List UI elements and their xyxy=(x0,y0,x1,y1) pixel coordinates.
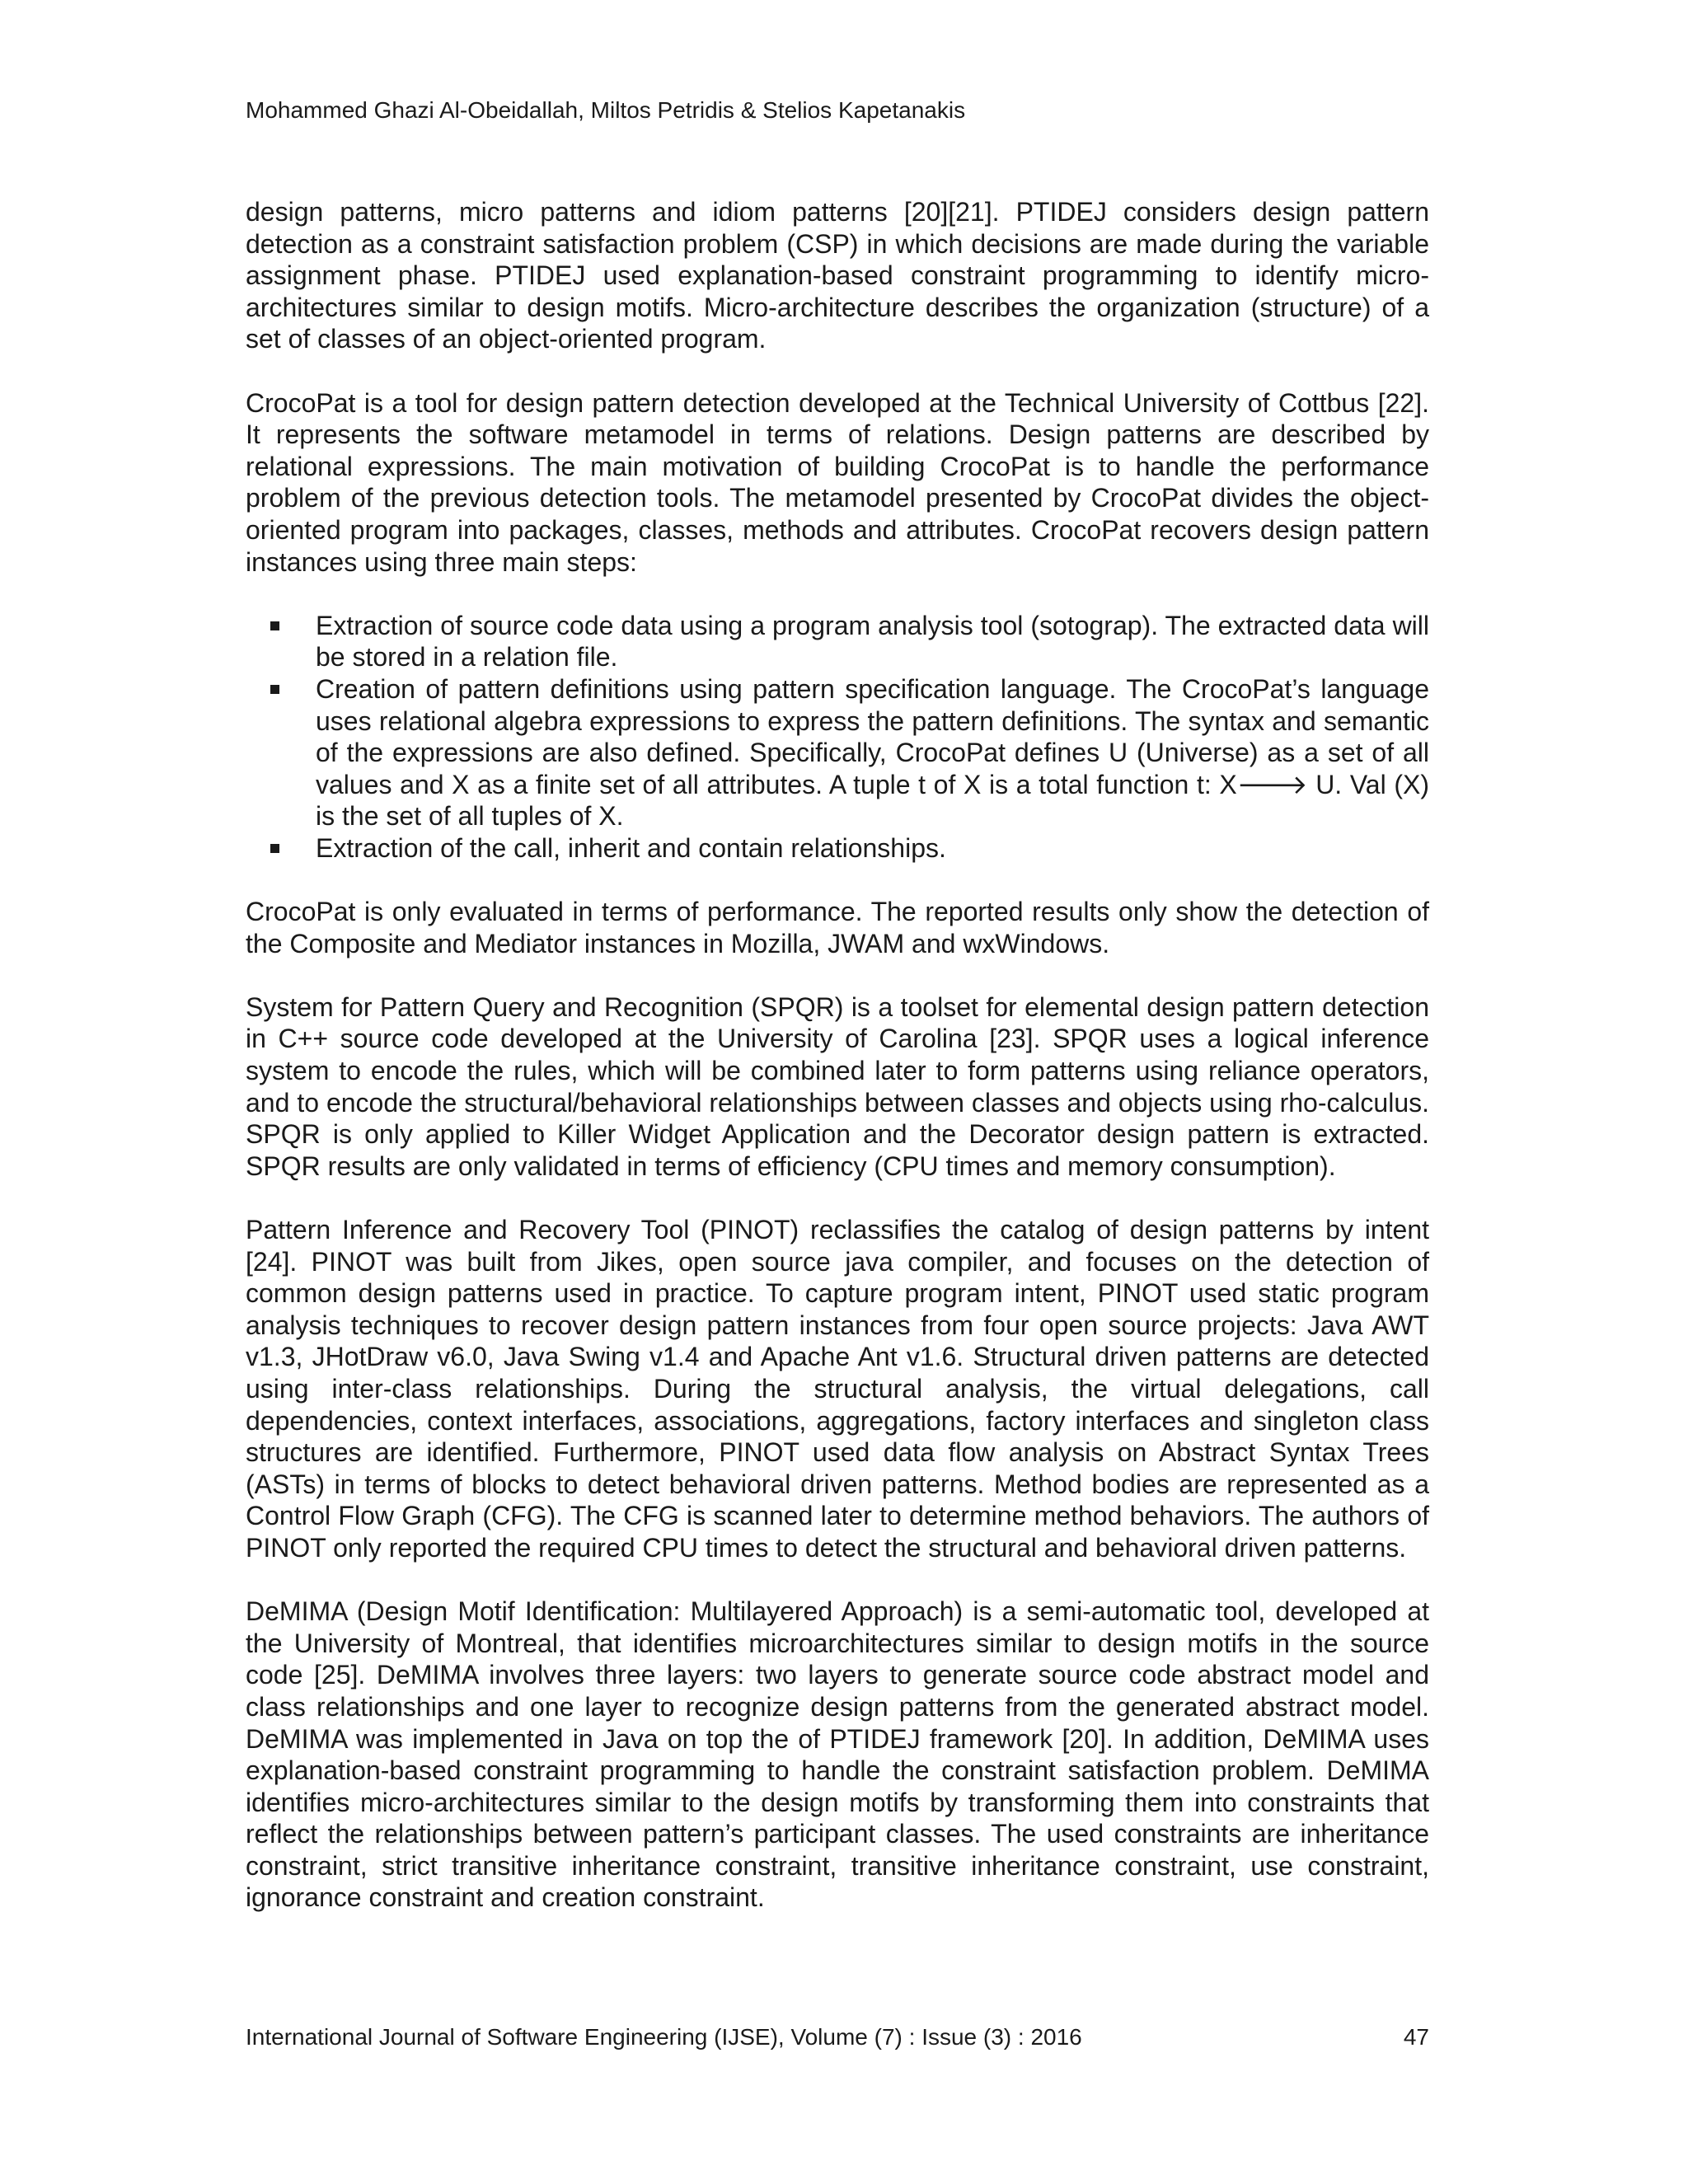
running-head-authors: Mohammed Ghazi Al-Obeidallah, Miltos Petridis & Stelios Kapetanakis xyxy=(246,97,966,123)
paragraph-demima: DeMIMA (Design Motif Identification: Multilayered Approach) is a semi-automatic tool, developed at the University of Montreal, that identifies microarchitectures similar to design motifs in the source code [25]. DeMIMA involves three layers: two layers to generate source code abstract model and class relationships and one layer to recognize design patterns from the generated abstract model. DeMIMA was implemented in Java on top the of PTIDEJ framework [20]. In addition, DeMIMA uses explanation-based constraint programming to handle the constraint satisfaction problem. DeMIMA identifies micro-architectures similar to the design motifs by transforming them into constraints that reflect the relationships between pattern’s participant classes. The used constraints are inheritance constraint, strict transitive inheritance constraint, transitive inheritance constraint, use constraint, ignorance constraint and creation constraint. xyxy=(246,1596,1429,1913)
crocopat-steps-list xyxy=(246,610,1429,865)
list-item xyxy=(246,832,1429,865)
list-item-text: Extraction of source code data using a program analysis tool (sotograp). The extracted data will be stored in a relation file. xyxy=(316,610,1429,673)
paragraph-ptidej: design patterns, micro patterns and idiom patterns [20][21]. PTIDEJ considers design pattern detection as a constraint satisfaction problem (CSP) in which decisions are made during the variable assignment phase. PTIDEJ used explanation-based constraint programming to identify micro-architectures similar to design motifs. Micro-architecture describes the organization (structure) of a set of classes of an object-oriented program. xyxy=(246,197,1429,354)
square-bullet-icon xyxy=(270,844,279,853)
page-number: 47 xyxy=(1403,2024,1429,2050)
list-item xyxy=(246,673,1429,832)
list-item-text: Creation of pattern definitions using pattern specification language. The CrocoPat’s language uses relational algebra expressions to express the pattern definitions. The syntax and semantic of the expressions are also defined. Specifically, CrocoPat defines U (Universe) as a set of all values and X as a finite set of all attributes. A tuple t of X is a total function t: X🡒 U. Val (X) is the set of all tuples of X. xyxy=(316,673,1429,832)
list-item xyxy=(246,610,1429,673)
paragraph-crocopat-evaluation: CrocoPat is only evaluated in terms of performance. The reported results only show the detection of the Composite and Mediator instances in Mozilla, JWAM and wxWindows. xyxy=(246,897,1429,958)
footer-journal-citation: International Journal of Software Engineering (IJSE), Volume (7) : Issue (3) : 2016 xyxy=(246,2024,1082,2050)
square-bullet-icon xyxy=(270,685,279,694)
paragraph-pinot: Pattern Inference and Recovery Tool (PINOT) reclassifies the catalog of design patterns by intent [24]. PINOT was built from Jikes, open source java compiler, and focuses on the detection of common design patterns used in practice. To capture program intent, PINOT used static program analysis techniques to recover design pattern instances from four open source projects: Java AWT v1.3, JHotDraw v6.0, Java Swing v1.4 and Apache Ant v1.6. Structural driven patterns are detected using inter-class relationships. During the structural analysis, the virtual delegations, call dependencies, context interfaces, associations, aggregations, factory interfaces and singleton class structures are identified. Furthermore, PINOT used data flow analysis on Abstract Syntax Trees (ASTs) in terms of blocks to detect behavioral driven patterns. Method bodies are represented as a Control Flow Graph (CFG). The CFG is scanned later to determine method behaviors. The authors of PINOT only reported the required CPU times to detect the structural and behavioral driven patterns. xyxy=(246,1215,1429,1563)
body-text xyxy=(246,196,1429,1946)
square-bullet-icon xyxy=(270,621,279,630)
list-item-text: Extraction of the call, inherit and contain relationships. xyxy=(316,832,946,863)
paragraph-crocopat-intro: CrocoPat is a tool for design pattern detection developed at the Technical University of Cottbus [22]. It represents the software metamodel in terms of relations. Design patterns are described by relational expressions. The main motivation of building CrocoPat is to handle the performance problem of the previous detection tools. The metamodel presented by CrocoPat divides the object-oriented program into packages, classes, methods and attributes. CrocoPat recovers design pattern instances using three main steps: xyxy=(246,387,1429,577)
paragraph-spqr: System for Pattern Query and Recognition (SPQR) is a toolset for elemental design pattern detection in C++ source code developed at the University of Carolina [23]. SPQR uses a logical inference system to encode the rules, which will be combined later to form patterns using reliance operators, and to encode the structural/behavioral relationships between classes and objects using rho-calculus. SPQR is only applied to Killer Widget Application and the Decorator design pattern is extracted. SPQR results are only validated in terms of efficiency (CPU times and memory consumption). xyxy=(246,991,1429,1181)
